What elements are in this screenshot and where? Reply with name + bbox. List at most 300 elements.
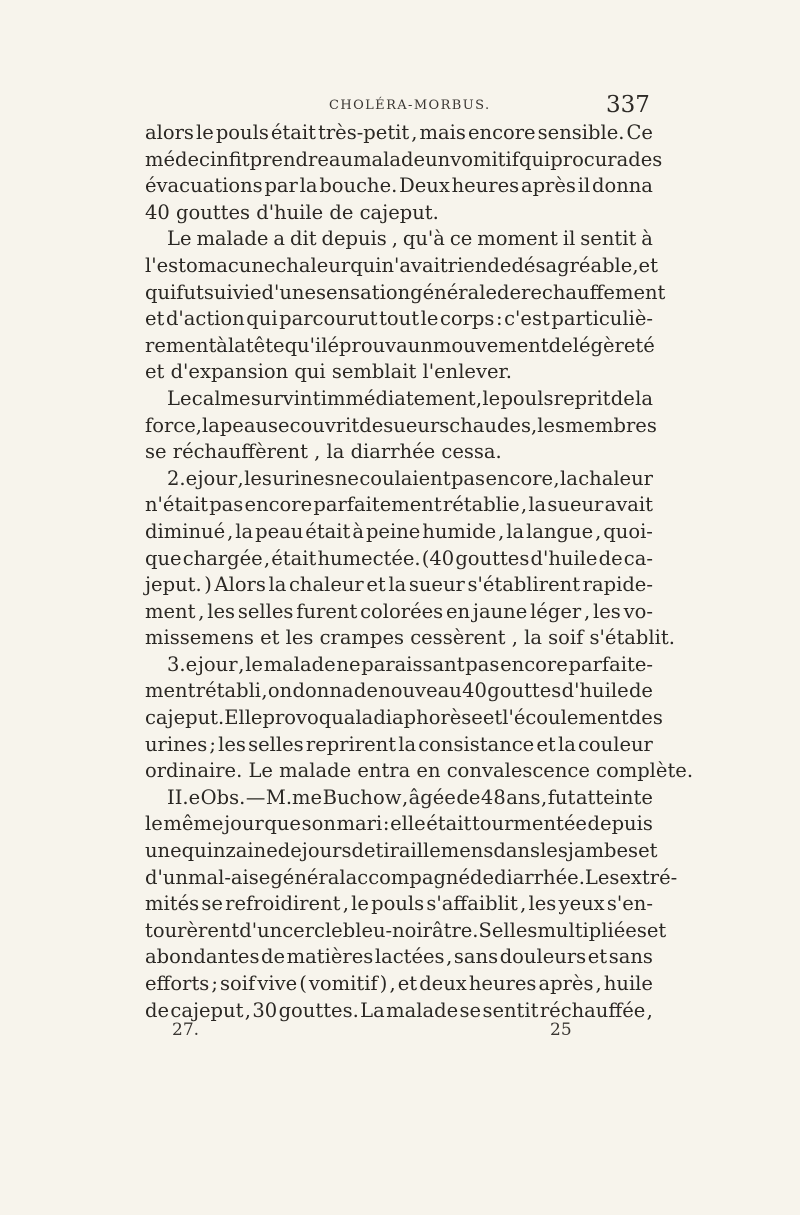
word: urines [272,466,335,490]
text-line [145,998,653,1025]
word: , [446,945,453,969]
word: alors [145,121,194,144]
word: calme [191,386,251,410]
word: selles [248,732,304,756]
word: elle [390,812,426,836]
word: sentit [580,227,637,251]
word: Obs. [200,785,246,809]
word: s'établirent [467,573,581,597]
word: : [382,812,390,836]
word: abondantes [145,945,260,969]
word: de [456,785,481,809]
word: donna [292,679,354,703]
text-line [145,386,653,413]
word: parcourut [279,307,378,331]
word: encore [485,466,554,490]
text-line [145,652,653,679]
word: de [353,679,378,703]
word: la [355,706,374,730]
text-line: se réchauffèrent , la diarrhée cessa. [145,440,502,464]
text-line: 40 gouttes d'huile de cajeput. [145,200,439,224]
body-text [145,120,694,1024]
word: les [207,599,236,623]
word: de [487,253,512,277]
word: paraissant [361,652,465,676]
word: la [635,386,653,410]
word: , [263,546,271,570]
word: , [195,413,202,437]
word: ment [145,679,196,703]
word: lactées [374,945,445,969]
word: II.e [167,785,201,809]
word: des [628,147,663,171]
word: peine [365,519,421,543]
word: se [268,413,290,437]
word: d'une [261,280,317,304]
word: couleur [578,732,653,756]
word: à [641,227,653,251]
word: matières [286,945,374,969]
word: pouls [371,892,425,916]
word: la [235,519,254,543]
word: , [632,253,639,277]
word: , [595,972,602,995]
word: en [445,599,471,623]
word: pas [465,652,500,676]
word: dit [289,227,317,251]
word: membres [564,413,657,437]
word: malade [263,652,336,676]
word: force [145,413,196,437]
text-line [145,147,663,174]
word: les [528,892,557,916]
word: et [638,253,658,277]
word: même [163,812,224,836]
word: pouls [500,386,554,410]
word: de [548,333,573,357]
word: diarrhée. [494,865,585,889]
word: âgée [408,785,456,809]
word: Le [167,227,192,251]
word: chaudes [449,413,531,437]
word: suivie [203,280,262,304]
word: ( [299,972,307,995]
word: reprirent [305,732,397,756]
word: procura [550,147,629,171]
word: après [520,174,576,198]
word: était [271,546,317,570]
word: , [498,519,505,543]
word: il [577,174,591,198]
word: pouls [215,121,269,144]
word: s'affaiblit [426,892,518,916]
word: La [360,998,385,1022]
word: se [201,892,223,916]
word: depuis [587,812,653,836]
word: rien [447,253,488,277]
word: corps [439,307,495,331]
word: , [520,892,527,916]
word: prendre [249,147,329,171]
word: de [277,839,302,863]
word: éprouva [327,333,408,357]
word: jaune [472,599,528,623]
word: 2.e [167,466,198,490]
text-line [145,413,657,440]
word: des [628,706,663,730]
word: avait [604,493,653,517]
word: Les [584,865,620,889]
text-line [145,732,653,759]
word: peau [219,413,269,437]
word: les [218,732,246,756]
word: rapide- [582,573,653,597]
word: après [538,972,594,995]
word: chaleur [275,253,351,277]
word: rétablie [442,493,520,517]
word: survint [250,386,321,410]
word: les [537,413,565,437]
word: humectée. [317,546,421,570]
word: ) [204,573,212,597]
word: jambes [567,839,639,863]
word: il [562,227,576,251]
word: Le [167,386,192,410]
word: immédiatement [320,386,476,410]
text-line [145,466,653,493]
text-line [145,891,653,918]
word: colorées [360,599,444,623]
text-line [145,838,658,865]
word: bleu-noirâtre. [342,918,479,942]
word: de [261,945,286,969]
text-line [145,785,653,812]
text-line [145,546,653,573]
word: vomitif [308,972,378,995]
text-line [145,120,653,147]
word: ans [506,785,541,809]
word: était [270,121,316,144]
word: nouveau [378,679,462,703]
word: son [301,812,336,836]
word: ) [379,972,388,995]
word: mal-aise [187,865,271,889]
word: de [628,679,653,703]
word: sueur [547,493,604,517]
word: , [198,599,205,623]
word: (40 [421,546,455,570]
text-line [145,333,653,360]
word: reprit [553,386,611,410]
word: Elle [224,706,263,730]
word: malade [196,227,269,251]
word: très-petit [318,121,410,144]
signature-number: 25 [550,1020,572,1040]
word: gouttes [487,679,562,703]
word: Ce [626,121,653,144]
word: consistance [418,732,535,756]
word: 3.e [167,652,198,676]
word: chargée [182,546,263,570]
word: était [426,812,472,836]
word: sueur [408,573,465,597]
word: la [506,519,525,543]
word: qu'à [402,227,445,251]
word: gouttes. [278,998,359,1022]
word: générale [410,280,498,304]
word: : [496,307,503,331]
text-line [145,253,658,280]
word: mités [145,892,200,916]
word: la [559,466,578,490]
word: rétabli [195,679,262,703]
word: , [391,227,398,251]
word: on [267,679,293,703]
word: réchauffée [539,998,646,1022]
word: , [540,785,548,809]
word: de [351,839,376,863]
text-line [145,918,667,945]
word: le [420,307,439,331]
word: cercle [282,918,343,942]
word: jour [197,652,238,676]
word: — [245,785,266,809]
word: évacuations [145,174,263,198]
word: l'écoulement [502,706,629,730]
word: fut [176,280,204,304]
word: le [245,652,263,676]
word: efforts [145,972,210,995]
text-line [145,572,653,599]
word: rement [145,333,217,357]
word: une [238,253,276,277]
text-line [145,280,666,307]
word: bouche. [319,174,398,198]
word: parfaite- [568,652,653,676]
word: parfaitement [313,493,442,517]
word: et [638,839,658,863]
word: M.me [265,785,323,809]
word: la [268,573,287,597]
word: malade [353,147,426,171]
word: la [528,493,547,517]
word: fut [547,785,576,809]
word: qui [246,307,278,331]
text-line [145,492,653,519]
word: jour [224,812,264,836]
word: , [411,121,418,144]
word: rechauffement [521,280,666,304]
text-line [145,306,653,333]
word: ne [336,652,361,676]
word: donna [591,174,653,198]
text-line: ordinaire. Le malade entra en convalescence complète. [145,759,694,783]
word: la [557,732,576,756]
word: depuis [321,227,387,251]
word: 40 [462,679,487,703]
text-line [145,944,653,971]
word: tiraillemens [375,839,494,863]
word: couvrit [289,413,360,437]
word: urines [145,732,208,756]
word: la [227,333,246,357]
word: désagréable [511,253,633,277]
word: et [366,573,386,597]
word: jours [301,839,352,863]
word: que [145,546,182,570]
word: Selles [478,918,538,942]
word: jeput. [145,573,202,597]
running-head: CHOLÉRA-MORBUS. [329,98,491,113]
word: le [145,812,163,836]
word: et [536,732,556,756]
word: d'un [145,865,188,889]
word: malade [386,998,459,1022]
word: , [584,599,591,623]
word: pas [209,493,244,517]
word: heures [468,972,537,995]
word: cajeput. [145,706,225,730]
word: les [540,839,568,863]
word: gouttes [455,546,530,570]
word: sensation [316,280,411,304]
word: général [270,865,346,889]
word: Buchow [322,785,402,809]
word: par [264,174,298,198]
word: yeux [558,892,605,916]
word: moment [477,227,558,251]
word: au [328,147,354,171]
word: sueurs [383,413,450,437]
word: provoqua [262,706,356,730]
text-line [145,811,653,838]
word: un [407,333,433,357]
word: l'estomac [145,253,239,277]
word: sans [608,945,653,969]
word: chaleur [288,573,364,597]
word: encore [467,121,536,144]
word: les [593,599,621,623]
word: encore [500,652,568,676]
text-line: missemens et les crampes cessèrent , la soif s'établit. [145,626,675,650]
word: , [227,519,234,543]
word: langue [526,519,594,543]
word: Alors [214,573,266,597]
word: ment [145,599,196,623]
word: furent [296,599,358,623]
word: un [425,147,451,171]
word: le [351,892,369,916]
word: humide [422,519,497,543]
word: Deux [399,174,450,198]
word: de [359,413,384,437]
word: quinzaine [181,839,278,863]
word: extré- [619,865,678,889]
word: et [397,972,418,995]
word: et [145,307,165,331]
word: douleurs [499,945,587,969]
word: qu'il [284,333,328,357]
word: que [264,812,301,836]
word: ce [449,227,473,251]
word: soif [220,972,256,995]
word: qui [145,280,177,304]
text-line [145,599,653,626]
word: vomitif [450,147,519,171]
word: tourmentée [471,812,587,836]
word: selles [237,599,294,623]
text-line [145,226,653,253]
word: tout [379,307,420,331]
word: le [195,121,214,144]
word: , [342,892,349,916]
word: , [244,998,251,1022]
page-number: 337 [606,92,650,118]
word: ne [334,466,359,490]
word: qui [518,147,551,171]
word: , [261,679,268,703]
word: était [305,519,351,543]
word: mari [336,812,383,836]
signature-mark: 27. [172,1020,200,1040]
word: n'était [145,493,208,517]
word: ca- [623,546,653,570]
word: se [459,998,482,1022]
word: c'est [504,307,550,331]
word: d'un [239,918,283,942]
word: chaleur [578,466,653,490]
word: , [530,413,538,437]
word: 30 [252,998,278,1022]
word: jour [197,466,238,490]
word: vive [257,972,298,995]
word: tête [245,333,285,357]
word: et [587,945,608,969]
word: à [352,519,364,543]
word: peau [255,519,304,543]
word: deux [419,972,467,995]
word: mouvement [432,333,549,357]
word: cajeput [170,998,244,1022]
text-line [145,519,653,546]
word: atteinte [575,785,653,809]
word: , [646,998,653,1022]
word: la [299,174,318,198]
word: la [388,573,407,597]
word: d'huile [530,546,598,570]
word: , [595,519,602,543]
word: sensible. [537,121,625,144]
word: coulaient [359,466,451,490]
word: accompagné [345,865,471,889]
word: refroidirent [225,892,341,916]
word: 48 [480,785,506,809]
text-line [145,865,678,892]
word: ; [211,972,218,995]
text-line [145,971,653,998]
word: huile [603,972,653,995]
word: , [520,493,528,517]
word: s'en- [606,892,653,916]
word: mais [419,121,466,144]
word: d'huile [561,679,629,703]
word: particuliè- [551,307,653,331]
word: tourèrent [145,918,240,942]
word: de [470,865,495,889]
word: diminué [145,519,226,543]
word: la [398,732,417,756]
word: de [598,546,623,570]
